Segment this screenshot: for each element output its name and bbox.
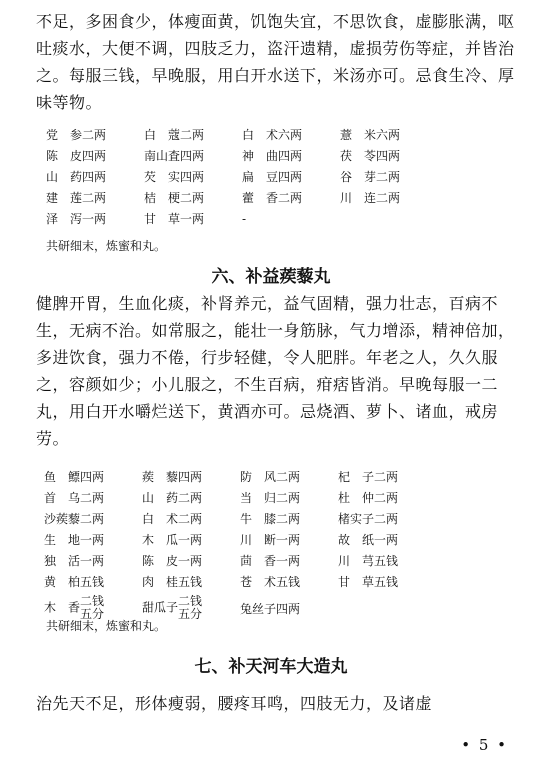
ingredient-row — [46, 124, 438, 145]
ingredient: 兔丝子四两 — [240, 601, 301, 616]
ingredient: 肉 桂五钱 — [142, 575, 203, 589]
ingredient-dose: 二钱 五分 — [80, 594, 105, 621]
ingredient-dose: 二钱 五分 — [178, 594, 203, 621]
ingredient: 防 风二两 — [240, 470, 301, 484]
preparation-note: 共研细末，炼蜜和丸。 — [46, 619, 167, 633]
section-paragraph: 治先天不足，形体瘦弱，腰疼耳鸣，四肢无力，及诸虚 — [36, 694, 433, 713]
ingredient: 故 纸一两 — [338, 533, 399, 547]
ingredient: 鱼 鳔四两 — [44, 470, 105, 484]
ingredient: 白 术二两 — [142, 512, 203, 526]
intro-paragraph: 不足，多困食少，体瘦面黄，饥饱失宜，不思饮食，虚膨胀满，呕吐痰水，大便不调，四肢乏力，盗汗遗精，虚损劳伤等症，并皆治之。每服三钱，早晚服，用白开水送下，米汤亦可。忌食生冷、厚味等物。 — [36, 12, 515, 112]
ingredient: 薏 米六两 — [340, 128, 401, 142]
ingredient: 木 瓜一两 — [142, 533, 203, 547]
section-title: 七、补天河车大造丸 — [194, 657, 348, 677]
ingredient: 当 归二两 — [240, 491, 301, 505]
ingredient: 杞 子二两 — [338, 470, 399, 484]
ingredient: 谷 芽二两 — [340, 170, 401, 184]
ingredient: 甘 草一两 — [144, 212, 205, 226]
ingredient: 泽 泻一两 — [46, 212, 107, 226]
ingredient-row — [44, 529, 436, 550]
ingredient: 川 连二两 — [340, 191, 401, 205]
formula-ingredients-1 — [46, 124, 438, 229]
ingredient: 桔 梗二两 — [144, 191, 205, 205]
ingredient: 川 断一两 — [240, 533, 301, 547]
ingredient: 沙蒺藜二两 — [44, 512, 105, 526]
ingredient: 川 芎五钱 — [338, 554, 399, 568]
preparation-note: 共研细末，炼蜜和丸。 — [46, 239, 167, 253]
ingredient: 生 地一两 — [44, 533, 105, 547]
ingredient: 建 莲二两 — [46, 191, 107, 205]
ingredient: 牛 膝二两 — [240, 512, 301, 526]
ingredient-row — [44, 487, 436, 508]
ingredient: 陈 皮四两 — [46, 149, 107, 163]
ingredient: 白 蔻二两 — [144, 128, 205, 142]
ingredient-row — [46, 208, 438, 229]
ingredient: 山 药二两 — [142, 491, 203, 505]
ingredient: 首 乌二两 — [44, 491, 105, 505]
ingredient: 茴 香一两 — [240, 554, 301, 568]
ingredient: 神 曲四两 — [242, 149, 303, 163]
ingredient: 杜 仲二两 — [338, 491, 399, 505]
ingredient: 蒺 藜四两 — [142, 470, 203, 484]
ingredient-row — [44, 508, 436, 529]
ingredient: 楮实子二两 — [338, 512, 399, 526]
ingredient-row — [44, 550, 436, 571]
section-title: 六、补益蒺藜丸 — [211, 267, 331, 287]
ingredient-row — [44, 466, 436, 487]
formula-ingredients-2 — [44, 466, 436, 624]
ingredient: 茯 苓四两 — [340, 149, 401, 163]
ingredient: - — [242, 211, 247, 226]
ingredient-row — [46, 187, 438, 208]
ingredient: 南山査四两 — [144, 149, 205, 163]
ingredient: 芡 实四两 — [144, 170, 205, 184]
ingredient-name: 木 香 — [44, 600, 81, 615]
ingredient: 苍 术五钱 — [240, 575, 301, 589]
ingredient: 独 活一两 — [44, 554, 105, 568]
ingredient: 扁 豆四两 — [242, 170, 303, 184]
ingredient: 白 术六两 — [242, 128, 303, 142]
ingredient: 陈 皮一两 — [142, 554, 203, 568]
ingredient: 山 药四两 — [46, 170, 107, 184]
section-paragraph: 健脾开胃，生血化痰，补肾养元，益气固精，强力壮志，百病不生，无病不治。如常服之，能壮一身筋脉，气力增添，精神倍加，多进饮食，强力不倦，行步轻健，令人肥胖。年老之人，久久服之，容颜如少；小儿服之，不生百病，疳痞皆消。早晚每服一二丸，用白开水嚼烂送下，黄酒亦可。忌烧酒、萝卜、诸血，戒房劳。 — [36, 294, 515, 448]
ingredient-name: 甜瓜子 — [142, 600, 179, 615]
ingredient-row — [44, 571, 436, 592]
page-number: • 5 • — [461, 736, 508, 754]
ingredient-row — [46, 145, 438, 166]
ingredient — [340, 208, 438, 229]
ingredient: 党 参二两 — [46, 128, 107, 142]
ingredient-row — [46, 166, 438, 187]
ingredient: 黄 柏五钱 — [44, 575, 105, 589]
ingredient: 甘 草五钱 — [338, 575, 399, 589]
ingredient: 藿 香二两 — [242, 191, 303, 205]
